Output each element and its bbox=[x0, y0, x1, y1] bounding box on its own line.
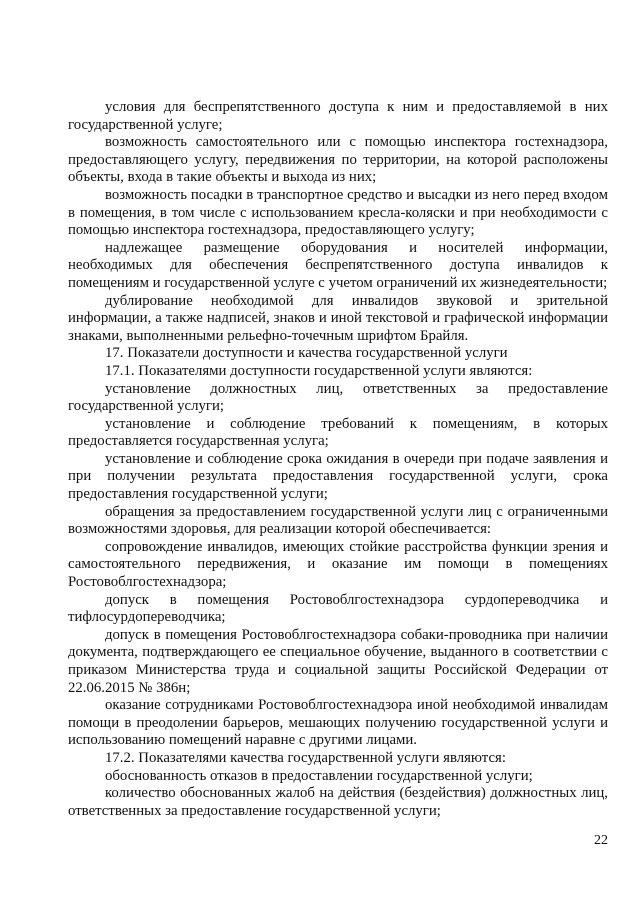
paragraph: установление и соблюдение требований к помещениям, в которых предоставляется государственная услуга; bbox=[68, 415, 608, 450]
paragraph: допуск в помещения Ростовоблгостехнадзора сурдопереводчика и тифлосурдопереводчика; bbox=[68, 591, 608, 626]
paragraph: установление и соблюдение срока ожидания в очереди при подаче заявления и при получении результата предоставления государственной услуги, срока предоставления государственной услуги; bbox=[68, 450, 608, 503]
paragraph: условия для беспрепятственного доступа к ним и предоставляемой в них государственной услуге; bbox=[68, 99, 608, 133]
paragraph: допуск в помещения Ростовоблгостехнадзора собаки-проводника при наличии документа, подтверждающего ее специальное обучение, выданного в соответствии с приказом Министерства труда и социальной защиты Российской Федерации от 22.06.2015 № 386н; bbox=[68, 626, 608, 696]
paragraph: возможность самостоятельного или с помощью инспектора гостехнадзора, предоставляющего услугу, передвижения по территории, на которой расположены объекты, входа в такие объекты и выхода из них; bbox=[68, 134, 608, 186]
subsection-heading: 17.1. Показателями доступности государственной услуги являются: bbox=[105, 362, 533, 379]
paragraph: обращения за предоставлением государственной услуги лиц с ограниченными возможностями здоровья, для реализации которой обеспечивается: bbox=[68, 503, 608, 538]
subsection-heading: 17.2. Показателями качества государственной услуги являются: bbox=[105, 749, 506, 766]
paragraph: надлежащее размещение оборудования и носителей информации, необходимых для обеспечения беспрепятственного доступа инвалидов к помещениям и государственной услуге с учетом ограничений их жизнедеятельности; bbox=[68, 239, 608, 291]
paragraph: возможность посадки в транспортное средство и высадки из него перед входом в помещения, в том числе с использованием кресла-коляски и при необходимости с помощью инспектора гостехнадзора, предоставляющего услугу; bbox=[68, 186, 608, 239]
document-body bbox=[68, 99, 608, 820]
paragraph: дублирование необходимой для инвалидов звуковой и зрительной информации, а также надписей, знаков и иной текстовой и графической информации знаками, выполненными рельефно-точечным шрифтом Брайля. bbox=[68, 292, 608, 344]
paragraph: количество обоснованных жалоб на действия (бездействия) должностных лиц, ответственных за предоставление государственной услуги; bbox=[68, 785, 608, 819]
section-heading: 17. Показатели доступности и качества государственной услуги bbox=[105, 345, 508, 362]
paragraph: обоснованность отказов в предоставлении государственной услуги; bbox=[105, 767, 533, 784]
paragraph: оказание сотрудниками Ростовоблгостехнадзора иной необходимой инвалидам помощи в преодолении барьеров, мешающих получению государственной услуги и использованию помещений наравне с другими лицами. bbox=[68, 697, 608, 749]
paragraph: сопровождение инвалидов, имеющих стойкие расстройства функции зрения и самостоятельного передвижения, и оказание им помощи в помещениях Ростовоблгостехнадзора; bbox=[68, 538, 608, 591]
paragraph: установление должностных лиц, ответственных за предоставление государственной услуги; bbox=[68, 380, 608, 415]
page-number: 22 bbox=[594, 833, 608, 848]
